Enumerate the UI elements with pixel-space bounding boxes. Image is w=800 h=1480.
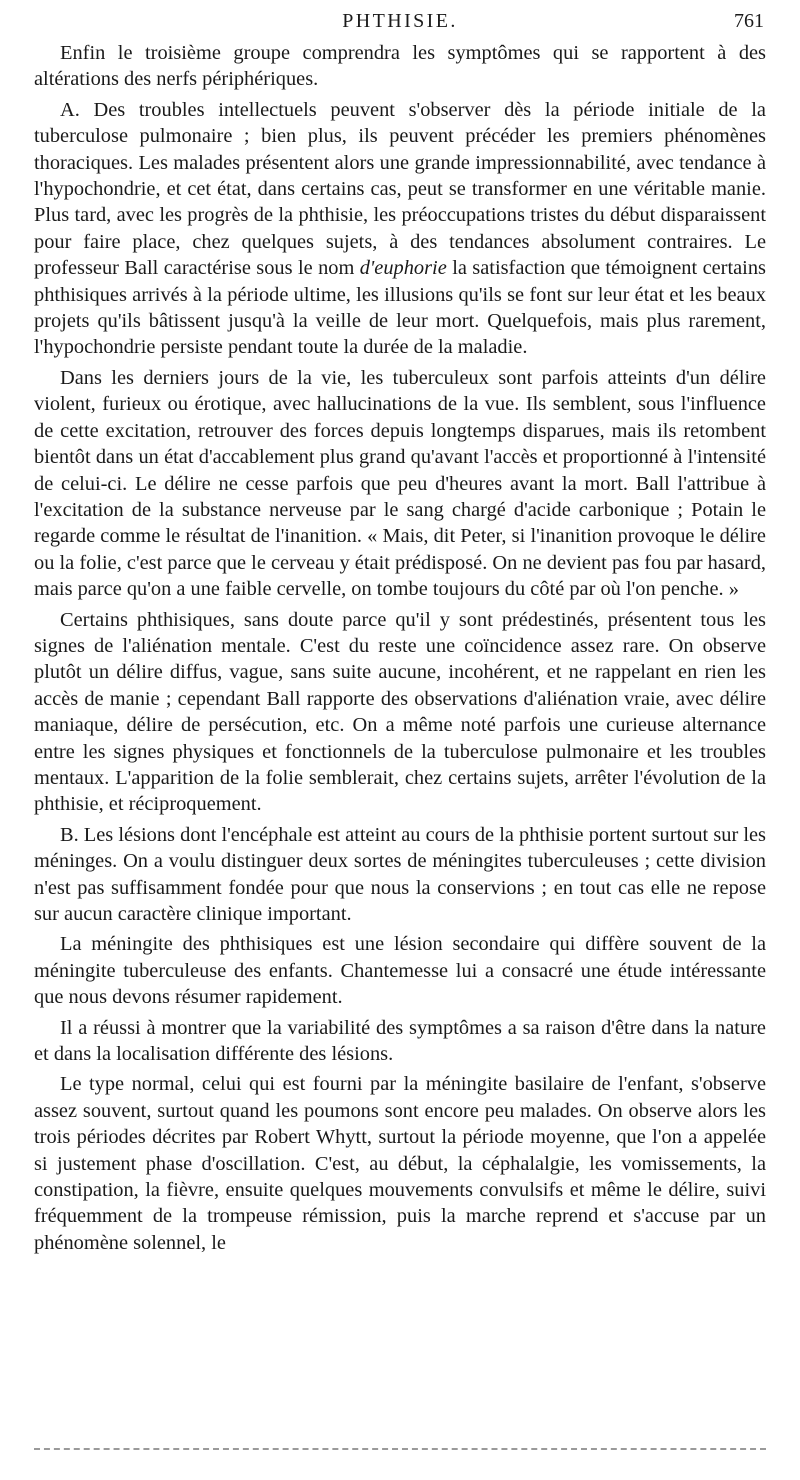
running-title: PHTHISIE. [342,10,458,32]
paragraph [34,97,766,361]
paragraph-text: la satisfaction que témoignent certains phthisiques arrivés à la période ultime, les illusions qu'ils se font sur leur état et les beaux projets qu'ils bâtissent jusqu'à la veille de leur mort. Quelquefois, mais plus rarement, l'hypochondrie persiste pendant toute la durée de la maladie. [34,257,766,359]
paragraph-text: A. Des troubles intellectuels peuvent s'observer dès la période initiale de la tuberculose pulmonaire ; bien plus, ils peuvent précéder les premiers phénomènes thoraciques. Les malades présentent alors une grande impressionnabilité, avec tendance à l'hypochondrie, et cet état, dans certains cas, peut se transformer en une véritable manie. Plus tard, avec les progrès de la phthisie, les préoccupations tristes du début disparaissent pour faire place, chez quelques sujets, à des tendances absolument contraires. Le professeur Ball caractérise sous le nom [34,98,766,280]
body-text [34,40,766,1256]
page-number: 761 [734,10,764,32]
paragraph: Dans les derniers jours de la vie, les tuberculeux sont parfois atteints d'un délire violent, furieux ou érotique, avec hallucinations de la vue. Ils semblent, sous l'influence de cette excitation, retrouver des forces depuis longtemps disparues, mais ils retombent bientôt dans un état d'accablement plus grand qu'avant l'accès et proportionné à l'intensité de celui-ci. Le délire ne cesse parfois que peu d'heures avant la mort. Ball l'attribue à l'excitation de la substance nerveuse par le sang chargé d'acide carbonique ; Potain le regarde comme le résultat de l'inanition. « Mais, dit Peter, si l'inanition provoque le délire ou la folie, c'est parce que le cerveau y était prédisposé. On ne devient pas fou par hasard, mais parce qu'on a une faible cervelle, on tombe toujours du côté par où l'on penche. » [34,366,766,601]
paragraph: Il a réussi à montrer que la variabilité des symptômes a sa raison d'être dans la nature et dans la localisation différente des lésions. [34,1016,766,1066]
running-head [34,0,766,40]
paragraph: Le type normal, celui qui est fourni par la méningite basilaire de l'enfant, s'observe assez souvent, surtout quand les poumons sont encore peu malades. On observe alors les trois périodes décrites par Robert Whytt, surtout la période moyenne, que l'on a appelée si justement phase d'oscillation. C'est, au début, la céphalalgie, les vomissements, la constipation, la fièvre, ensuite quelques mouvements convulsifs et même le délire, suivi fréquemment de la trompeuse rémission, puis la marche reprend et s'accuse par un phénomène solennel, le [34,1073,766,1254]
bottom-rule [34,1448,766,1450]
paragraph: Enfin le troisième groupe comprendra les symptômes qui se rapportent à des altérations des nerfs périphériques. [34,42,766,91]
paragraph: Certains phthisiques, sans doute parce qu'il y sont prédestinés, présentent tous les signes de l'aliénation mentale. C'est du reste une coïncidence assez rare. On observe plutôt un délire diffus, vague, sans suite aucune, incohérent, et ne rappelant en rien les accès de manie ; cependant Ball rapporte des observations d'aliénation vraie, avec délire maniaque, délire de persécution, etc. On a même noté parfois une curieuse alternance entre les signes physiques et fonctionnels de la tuberculose pulmonaire et les troubles mentaux. L'apparition de la folie semblerait, chez certains sujets, arrêter l'évolution de la phthisie, et réciproquement. [34,608,766,816]
paragraph: B. Les lésions dont l'encéphale est atteint au cours de la phthisie portent surtout sur les méninges. On a voulu distinguer deux sortes de méningites tuberculeuses ; cette division n'est pas suffisamment fondée pour que nous la conservions ; en tout cas elle ne repose sur aucun caractère clinique important. [34,823,766,925]
paragraph: La méningite des phthisiques est une lésion secondaire qui diffère souvent de la méningite tuberculeuse des enfants. Chantemesse lui a consacré une étude intéressante que nous devons résumer rapidement. [34,933,766,1009]
emphasis-euphorie: d'euphorie [359,257,447,280]
